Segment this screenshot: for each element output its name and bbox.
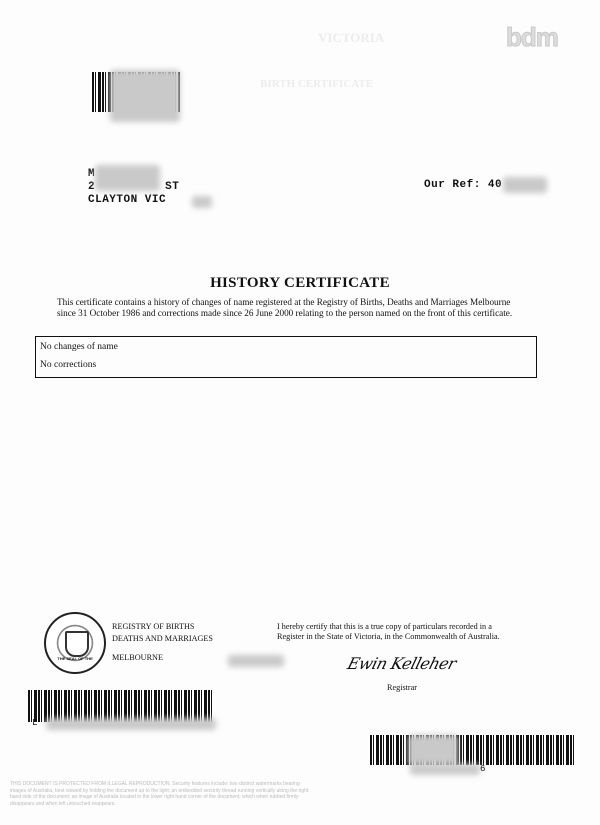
certificate-intro: This certificate contains a history of changes of name registered at the Registry of Births, Deaths and Marriages Melbourne since 31 October 1986 and corrections made since 26 June 2000 relating to the person named on the front of this certificate. [57, 297, 513, 318]
address-line-2: 2 ST [88, 181, 180, 193]
registry-seal [44, 612, 106, 674]
redaction [95, 165, 160, 191]
bottom-right-barcode-text: 6 [480, 764, 486, 774]
redaction [228, 655, 284, 667]
certification-statement: I hereby certify that this is a true copy of particulars recorded in a Register in the State of Victoria, in the Commonwealth of Australia. [277, 622, 500, 641]
state-watermark: VICTORIA [318, 30, 385, 45]
registry-name-line-2: DEATHS AND MARRIAGES [112, 634, 213, 643]
certificate-title: HISTORY CERTIFICATE [210, 275, 390, 291]
redaction [503, 177, 547, 193]
reference [424, 179, 502, 191]
address-line-1: M [88, 168, 96, 180]
registry-name-line-1: REGISTRY OF BIRTHS [112, 622, 195, 631]
bottom-right-barcode [370, 735, 575, 765]
history-row-corrections: No corrections [40, 360, 97, 370]
background-watermark: BIRTH CERTIFICATE [260, 78, 374, 90]
reference-label: Our Ref: [424, 179, 481, 191]
redaction [192, 196, 212, 208]
bdm-logo: bdm [506, 22, 558, 52]
seal-text: THE SEAL OF THE [57, 656, 93, 661]
address-line-3: CLAYTON VIC [88, 194, 167, 206]
registrar-title: Registrar [387, 683, 418, 692]
history-box [35, 336, 537, 378]
redaction [46, 718, 216, 730]
coat-of-arms-icon [65, 631, 89, 657]
security-notice: THIS DOCUMENT IS PROTECTED FROM ILLEGAL REPRODUCTION. Security features include: two distinct watermarks bearing images of Australia, best viewed by holding the document up to the light; an embedded security thread running vertically along the right hand side of the document; an image of Australia located in the lower right hand corner of the document, which when rubbed firmly disappears and when left untouched reappears. [10, 781, 309, 807]
reference-value: 40 [487, 179, 503, 191]
redaction [408, 735, 458, 765]
redaction [410, 764, 480, 775]
registrar-signature: Ewin Kelleher [345, 654, 459, 673]
registry-name [112, 622, 213, 663]
redaction [110, 70, 180, 122]
history-row-name-changes: No changes of name [40, 342, 118, 352]
registry-city: MELBOURNE [112, 653, 163, 662]
address-line-2-suffix: ST [165, 181, 180, 193]
bottom-left-barcode-text: L [32, 718, 38, 728]
